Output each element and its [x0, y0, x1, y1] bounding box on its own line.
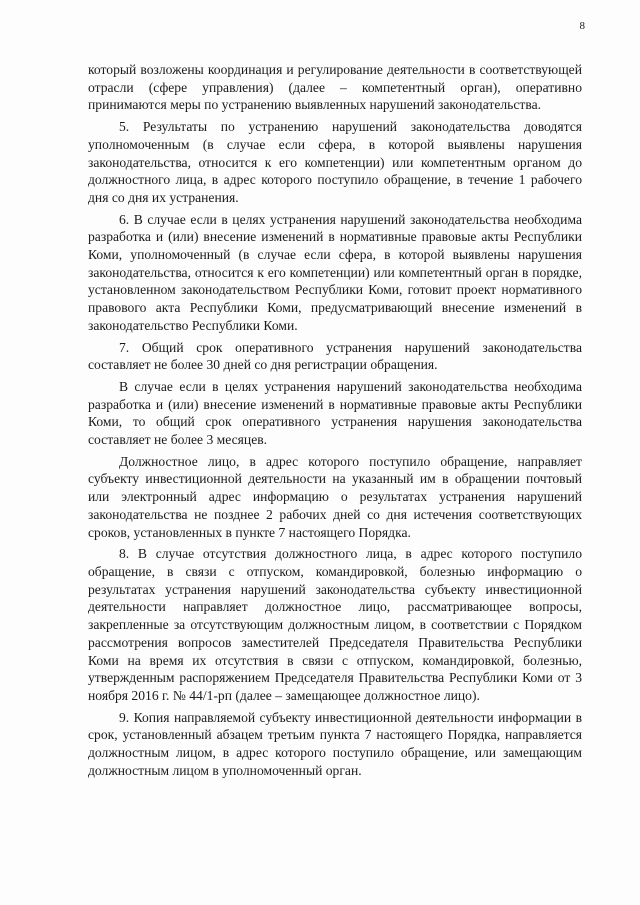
paragraph-continuation: который возложены координация и регулирование деятельности в соответствующей отрасли (сфере управления) (далее – компетентный орган), оперативно принимаются меры по устранению выявленных нарушений законодательства. — [88, 62, 582, 113]
paragraph-item-6: 6. В случае если в целях устранения нарушений законодательства необходима разработка и (или) внесение изменений в нормативные правовые акты Республики Коми, уполномоченный (в случае если сфера, в которой выявлены нарушения законодательства, относится к его компетенции) или компетентный орган в порядке, установленном законодательством Республики Коми, готовит проект нормативного правового акта Республики Коми, предусматривающий внесение изменений в законодательство Республики Коми. — [88, 211, 582, 333]
paragraph-item-8: 8. В случае отсутствия должностного лица, в адрес которого поступило обращение, в связи с отпуском, командировкой, болезнью информацию о результатах устранения нарушений законодательства субъекту инвестиционной деятельности направляет должностное лицо, рассматривающее вопросы, закрепленные за отсутствующим должностным лицом, в соответствии с Порядком рассмотрения вопросов заместителей Председателя Правительства Республики Коми на время их отсутствия в связи с отпуском, командировкой, болезнью, утвержденным распоряжением Председателя Правительства Республики Коми от 3 ноября 2016 г. № 44/1-рп (далее – замещающее должностное лицо). — [88, 546, 582, 703]
paragraph-item-5: 5. Результаты по устранению нарушений законодательства доводятся уполномоченным (в случае если сфера, в которой выявлены нарушения законодательства, относится к его компетенции) или компетентным органом до должностного лица, в адрес которого поступило обращение, в течение 1 рабочего дня со дня их устранения. — [88, 119, 582, 205]
paragraph-item-7-second: В случае если в целях устранения нарушений законодательства необходима разработка и (или) внесение изменений в нормативные правовые акты Республики Коми, то общий срок оперативного устранения нарушения законодательства составляет не более 3 месяцев. — [88, 378, 582, 448]
paragraph-item-7: 7. Общий срок оперативного устранения нарушений законодательства составляет не более 30 дней со дня регистрации обращения. — [88, 339, 582, 373]
document-body — [88, 61, 582, 783]
paragraph-item-7-third: Должностное лицо, в адрес которого поступило обращение, направляет субъекту инвестиционной деятельности на указанный им в обращении почтовый или электронный адрес информацию о результатах устранения нарушений законодательства не позднее 2 рабочих дней со дня истечения соответствующих сроков, установленных в пункте 7 настоящего Порядка. — [88, 453, 582, 540]
page-number: 8 — [579, 20, 585, 32]
paragraph-item-9: 9. Копия направляемой субъекту инвестиционной деятельности информации в срок, установленный абзацем третьим пункта 7 настоящего Порядка, направляется должностным лицом, в адрес которого поступило обращение, или замещающим должностным лицом в уполномоченный орган. — [88, 709, 582, 778]
